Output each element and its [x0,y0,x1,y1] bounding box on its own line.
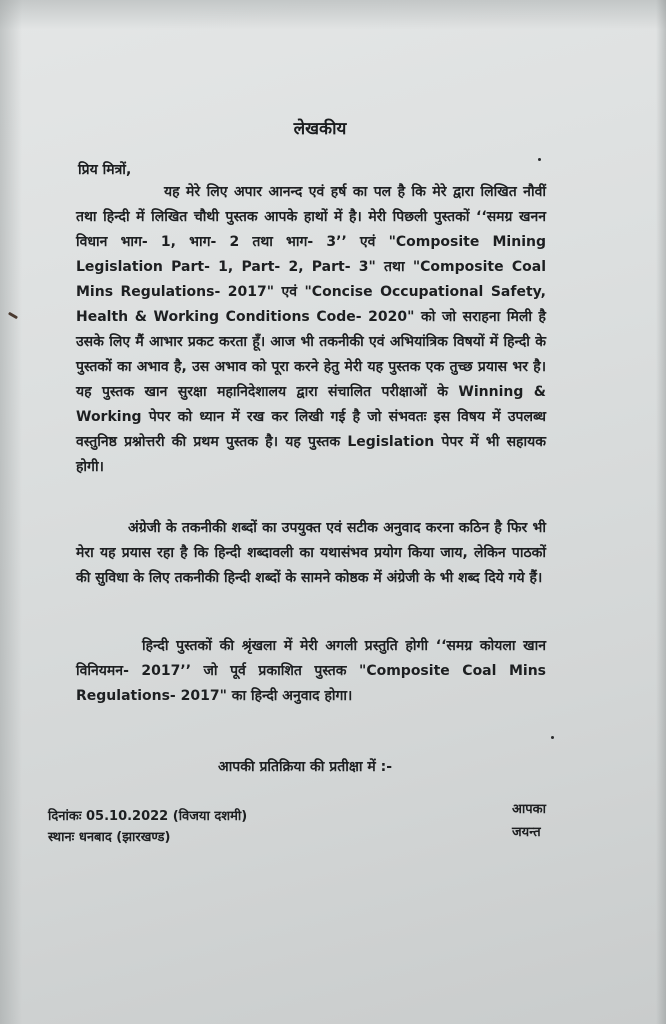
signature-block [512,798,546,844]
page-left-shadow [0,0,22,1024]
print-dot [551,736,554,739]
page-heading: लेखकीय [293,119,347,139]
date-place-block [48,806,247,848]
author-name: जयन्त [512,825,541,840]
paragraph-next-book: हिन्दी पुस्तकों की श्रृंखला में मेरी अगली प्रस्तुति होगी ‘‘समग्र कोयला खान विनियमन- 2017’’ जो पूर्व प्रकाशित पुस्तक "Composite Coal Mins Regulations- 2017" का हिन्दी अनुवाद होगा। [76,638,546,704]
paragraph-translation: अंग्रेजी के तकनीकी शब्दों का उपयुक्त एवं सटीक अनुवाद करना कठिन है फिर भी मेरा यह प्रयास रहा है कि हिन्दी शब्दावली का यथासंभव प्रयोग किया जाय, लेकिन पाठकों की सुविधा के लिए तकनीकी हिन्दी शब्दों के सामने कोष्ठक में अंग्रेजी के भी शब्द दिये गये हैं। [76,520,546,586]
closing-line: आपकी प्रतिक्रिया की प्रतीक्षा में :- [217,759,393,775]
print-dot [538,158,541,161]
signoff: आपका [512,802,547,817]
date-line: दिनांकः 05.10.2022 (विजया दशमी) [48,809,248,824]
paragraph-intro: यह मेरे लिए अपार आनन्द एवं हर्ष का पल है कि मेरे द्वारा लिखित नौवीं तथा हिन्दी में लिखित चौथी पुस्तक आपके हाथों में है। मेरी पिछली पुस्तकों ‘‘समग्र खनन विधान भाग- 1, भाग- 2 तथा भाग- 3’’ एवं "Composite Mining Legislation Part- 1, Part- 2, Part- 3" तथा "Composite Coal Mins Regulations- 2017" एवं "Concise Occupational Safety, Health & Working Conditions Code- 2020" को जो सराहना मिली है उसके लिए मैं आभार प्रकट करता हूँ। आज भी तकनीकी एवं अभियांत्रिक विषयों में हिन्दी के पुस्तकों का अभाव है, उस अभाव को पूरा करने हेतु मेरी यह पुस्तक एक तुच्छ प्रयास भर है। यह पुस्तक खान सुरक्षा महानिदेशालय द्वारा संचालित परीक्षाओं के Winning & Working पेपर को ध्यान में रख कर लिखी गई है जो संभवतः इस विषय में उपलब्ध वस्तुनिष्ठ प्रश्नोत्तरी की प्रथम पुस्तक है। यह पुस्तक Legislation पेपर में भी सहायक होगी। [76,184,546,475]
page-top-shadow [0,0,666,30]
page-spine-shadow [656,0,666,1024]
salutation: प्रिय मित्रों, [78,162,132,178]
place-line: स्थानः धनबाद (झारखण्ड) [48,830,171,845]
